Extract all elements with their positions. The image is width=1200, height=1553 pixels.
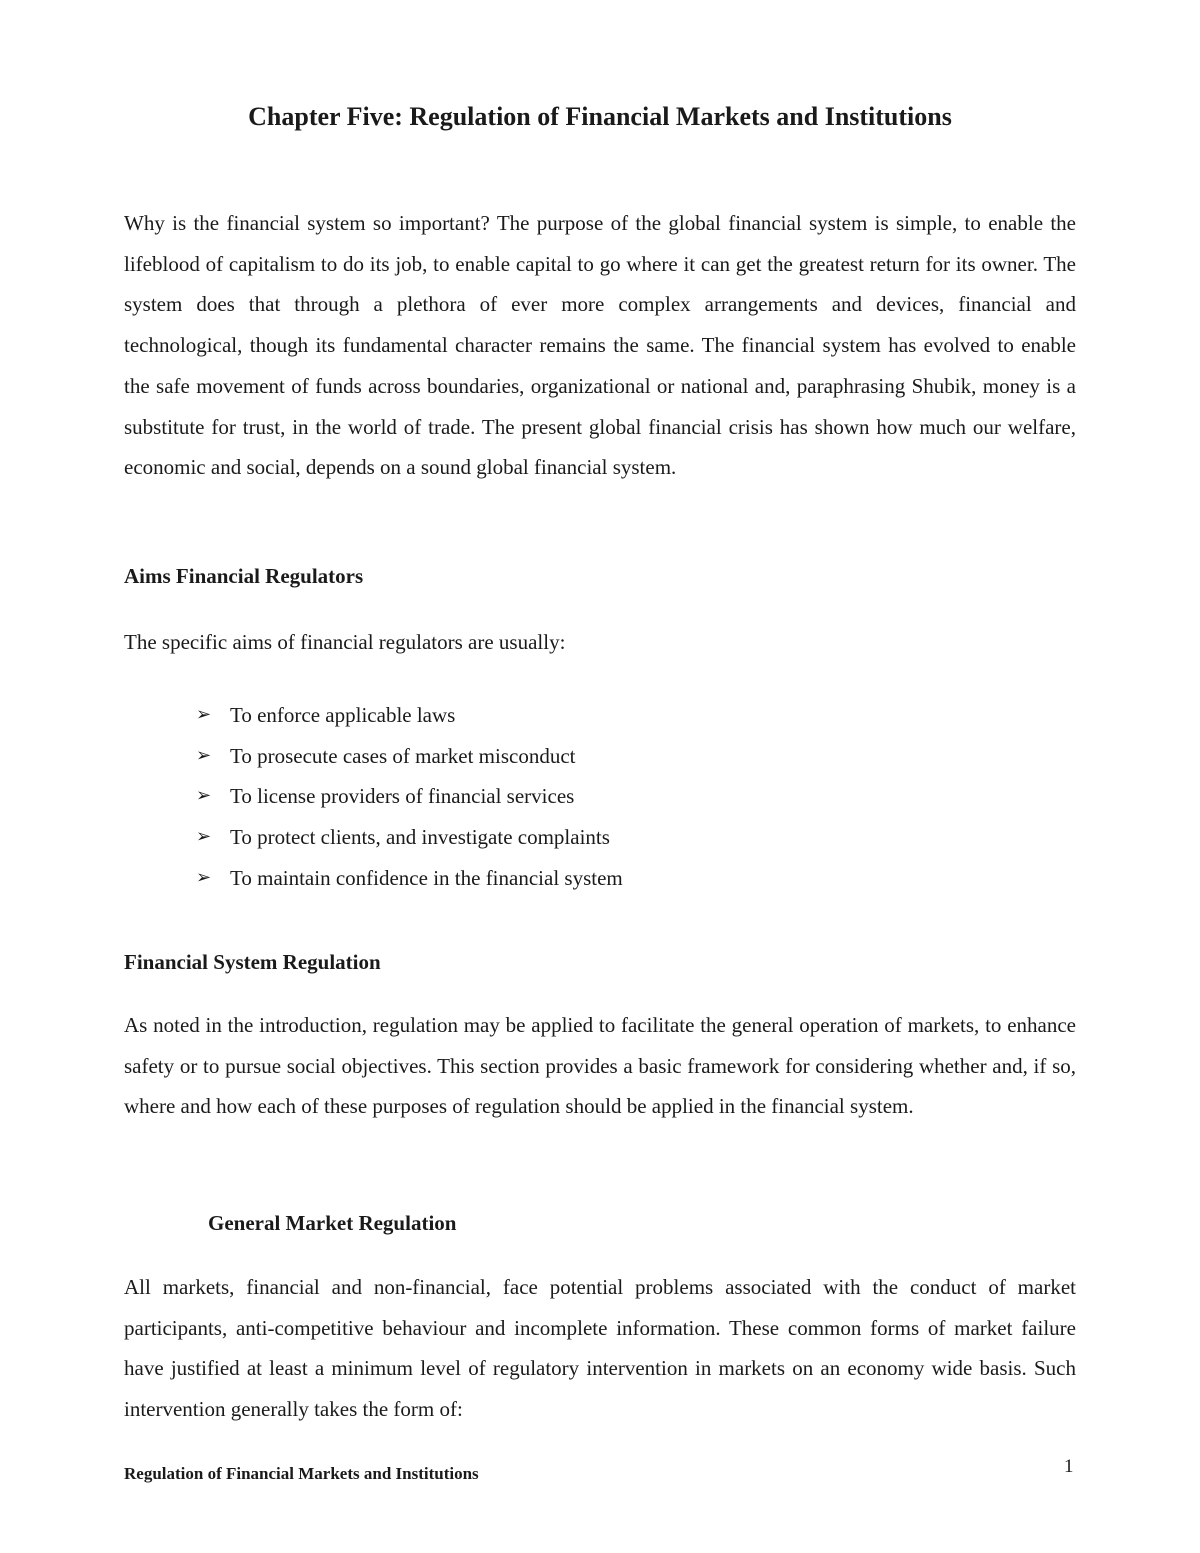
intro-paragraph: Why is the financial system so important? The purpose of the global financial system is simple, to enable the lifeblood of capitalism to do its job, to enable capital to go where it can get the greatest return for its owner. The system does that through a plethora of ever more complex arrangements and devices, financial and technological, though its fundamental character remains the same. The financial system has evolved to enable the safe movement of funds across boundaries, organizational or national and, paraphrasing Shubik, money is a substitute for trust, in the world of trade. The present global financial crisis has shown how much our welfare, economic and social, depends on a sound global financial system. [124, 211, 1076, 480]
page-number: 1 [1064, 1456, 1074, 1477]
system-regulation-paragraph: As noted in the introduction, regulation may be applied to facilitate the general operation of markets, to enhance safety or to pursue social objectives. This section provides a basic framework for considering whether and, if so, where and how each of these purposes of regulation should be applied in the financial system. [124, 1013, 1076, 1119]
list-item [196, 776, 623, 817]
arrow-bullet-icon: ➢ [196, 826, 212, 848]
market-regulation-heading: General Market Regulation [208, 1211, 457, 1235]
list-item-text: To maintain confidence in the financial system [230, 865, 623, 890]
aims-intro: The specific aims of financial regulators are usually: [124, 630, 566, 654]
arrow-bullet-icon: ➢ [196, 866, 212, 888]
aims-list [196, 695, 623, 899]
footer-running-title: Regulation of Financial Markets and Institutions [124, 1464, 479, 1483]
list-item [196, 817, 623, 858]
arrow-bullet-icon: ➢ [196, 785, 212, 807]
aims-heading: Aims Financial Regulators [124, 564, 364, 588]
chapter-title: Chapter Five: Regulation of Financial Markets and Institutions [248, 102, 952, 131]
list-item [196, 695, 623, 736]
list-item-text: To prosecute cases of market misconduct [230, 743, 576, 768]
system-regulation-heading: Financial System Regulation [124, 950, 381, 974]
list-item [196, 736, 623, 777]
list-item-text: To license providers of financial services [230, 784, 575, 809]
list-item [196, 858, 623, 899]
list-item-text: To protect clients, and investigate complaints [230, 825, 610, 850]
list-item-text: To enforce applicable laws [230, 703, 456, 727]
market-regulation-paragraph: All markets, financial and non-financial, face potential problems associated with the conduct of market participants, anti-competitive behaviour and incomplete information. These common forms of market failure have justified at least a minimum level of regulatory intervention in markets on an economy wide basis. Such intervention generally takes the form of: [124, 1275, 1076, 1422]
arrow-bullet-icon: ➢ [196, 744, 212, 766]
arrow-bullet-icon: ➢ [196, 704, 212, 725]
